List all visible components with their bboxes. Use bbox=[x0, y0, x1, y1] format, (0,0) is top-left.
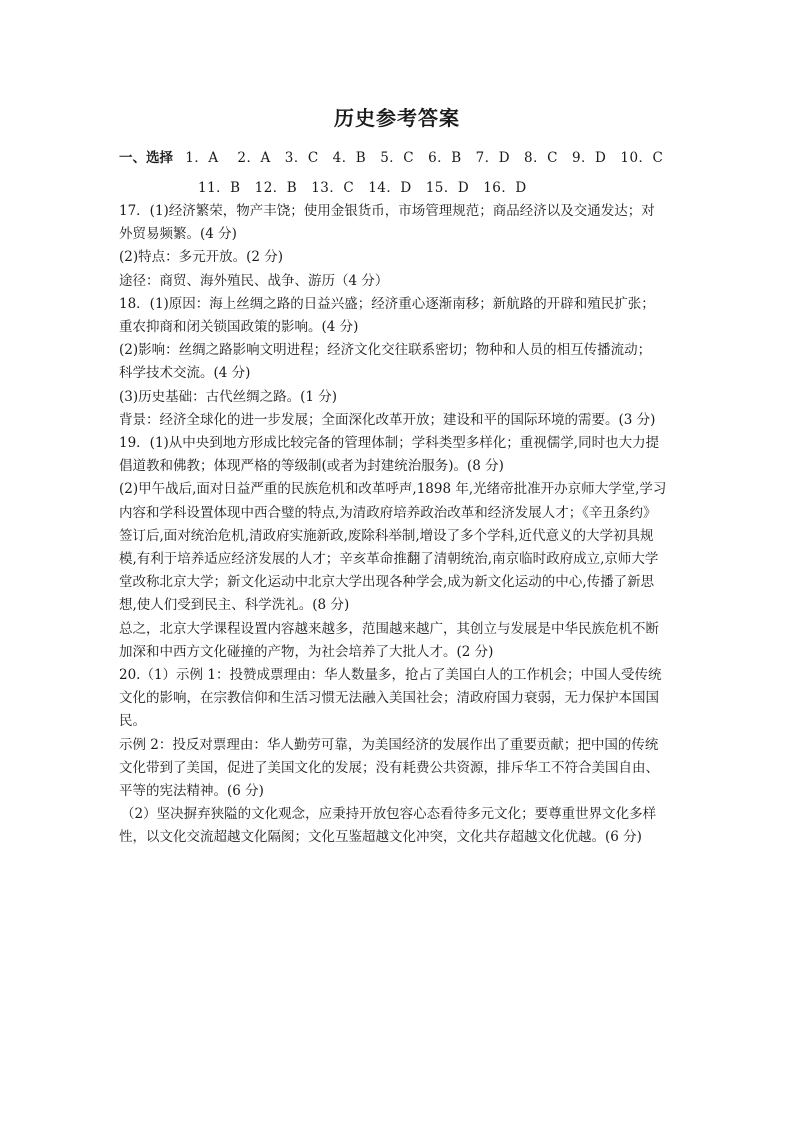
answer-line: 17．(1)经济繁荣，物产丰饶；使用金银货币，市场管理规范；商品经济以及交通发达；对 bbox=[119, 203, 655, 219]
answer-line: 总之，北京大学课程设置内容越来越多，范围越来越广，其创立与发展是中华民族危机不断 bbox=[119, 620, 659, 637]
multiple-choice-answers-1: 1．A 2．A 3．C 4．B 5．C 6．B 7．D 8．C 9．D 10．C bbox=[185, 150, 664, 166]
answer-line: 模,有利于培养适应经济发展的人才；辛亥革命推翻了清朝统治,南京临时政府成立,京师大学 bbox=[119, 551, 659, 568]
answer-line: 19．(1)从中央到地方形成比较完备的管理体制；学科类型多样化；重视儒学,同时也大力提 bbox=[119, 435, 660, 452]
answer-line: (2)甲午战后,面对日益严重的民族危机和改革呼声,1898 年,光绪帝批准开办京师大学堂,学习 bbox=[119, 481, 667, 498]
answer-line: 背景：经济全球化的进一步发展；全面深化改革开放；建设和平的国际环境的需要。(3 分) bbox=[119, 411, 656, 428]
page-title: 历史参考答案 bbox=[334, 106, 460, 130]
answer-line: (3)历史基础：古代丝绸之路。(1 分) bbox=[119, 388, 338, 405]
answer-line: 堂改称北京大学；新文化运动中北京大学出现各种学会,成为新文化运动的中心,传播了新思 bbox=[119, 574, 655, 591]
answer-line: 科学技术交流。(4 分) bbox=[119, 365, 251, 382]
multiple-choice-label: 一、选择 bbox=[119, 150, 173, 166]
answer-line: (2)影响：丝绸之路影响文明进程；经济文化交往联系密切；物种和人员的相互传播流动； bbox=[119, 342, 652, 359]
answer-line: 20.（1）示例 1：投赞成票理由：华人数量多，抢占了美国白人的工作机会；中国人受传统 bbox=[119, 667, 662, 684]
answer-line: （2）坚决摒弃狭隘的文化观念，应秉持开放包容心态看待多元文化；要尊重世界文化多样 bbox=[121, 806, 657, 823]
answer-line: 民。 bbox=[119, 713, 146, 730]
multiple-choice-row-2 bbox=[198, 176, 527, 196]
answer-line: 外贸易频繁。(4 分) bbox=[119, 226, 237, 243]
answer-line: 重农抑商和闭关锁国政策的影响。(4 分) bbox=[119, 319, 359, 336]
multiple-choice-answers-2: 11．B 12．B 13．C 14．D 15．D 16．D bbox=[198, 180, 527, 196]
answer-line: (2)特点：多元开放。(2 分) bbox=[119, 249, 284, 266]
answer-line: 性，以文化交流超越文化隔阂；文化互鉴超越文化冲突，文化共存超越文化优越。(6 分) bbox=[119, 829, 642, 846]
answer-line: 想,使人们受到民主、科学洗礼。(8 分) bbox=[119, 597, 350, 614]
answer-line: 示例 2：投反对票理由：华人勤劳可靠，为美国经济的发展作出了重要贡献；把中国的传统 bbox=[119, 736, 659, 753]
answer-line: 倡道教和佛教；体现严格的等级制(或者为封建统治服务)。(8 分) bbox=[119, 458, 504, 475]
answer-line: 文化的影响，在宗教信仰和生活习惯无法融入美国社会；清政府国力衰弱，无力保护本国国 bbox=[119, 690, 659, 707]
answer-line: 文化带到了美国，促进了美国文化的发展；没有耗费公共资源，排斥华工不符合美国自由、 bbox=[119, 759, 659, 776]
answer-line: 18．(1)原因：海上丝绸之路的日益兴盛；经济重心逐渐南移；新航路的开辟和殖民扩张； bbox=[119, 295, 655, 312]
answer-line: 途径：商贸、海外殖民、战争、游历（4 分） bbox=[119, 272, 389, 289]
answer-line: 签订后,面对统治危机,清政府实施新政,废除科举制,增设了多个学科,近代意义的大学初具规 bbox=[119, 527, 654, 544]
multiple-choice-row-1 bbox=[119, 146, 663, 166]
answer-line: 内容和学科设置体现中西合璧的特点,为清政府培养政治改革和经济发展人才；《辛丑条约》 bbox=[119, 504, 657, 521]
answer-line: 加深和中西方文化碰撞的产物，为社会培养了大批人才。(2 分) bbox=[119, 643, 494, 660]
answer-body bbox=[119, 200, 679, 850]
answer-line: 平等的宪法精神。(6 分) bbox=[119, 783, 264, 800]
